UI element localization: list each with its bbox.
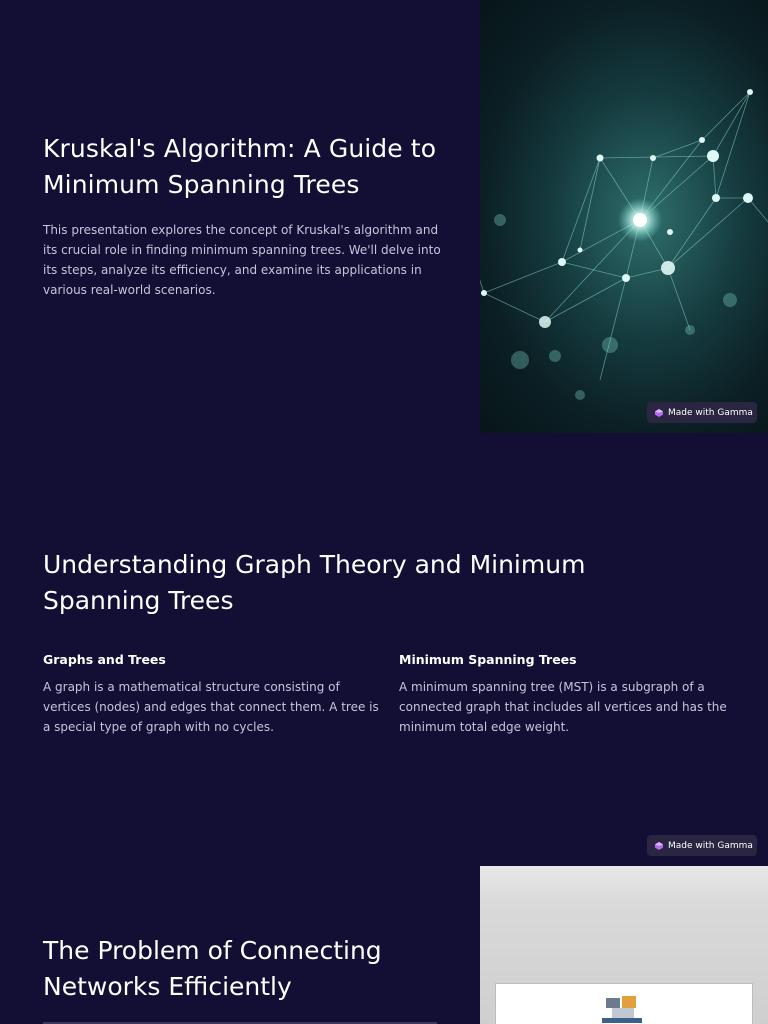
column-graphs-and-trees (43, 651, 383, 737)
network-nodes-image (480, 0, 768, 433)
slide1-body: This presentation explores the concept of Kruskal's algorithm and its crucial role in finding minimum spanning trees. We'll delve into its steps, analyze its efficiency, and examine its applications in various real-world scenarios. (43, 223, 441, 297)
made-with-gamma-badge[interactable] (647, 402, 757, 423)
slide-graph-theory (0, 433, 768, 866)
badge-label: Made with Gamma (668, 407, 753, 418)
slide-connecting-networks (0, 866, 768, 1024)
column-heading: Minimum Spanning Trees (399, 652, 577, 667)
column-text: A minimum spanning tree (MST) is a subgraph of a connected graph that includes all vertices and has the minimum total edge weight. (399, 680, 727, 734)
slide3-title: The Problem of Connecting Networks Efficiently (43, 936, 382, 1001)
network-diagram-icon (598, 994, 648, 1024)
made-with-gamma-badge[interactable] (647, 835, 757, 856)
column-minimum-spanning-trees (399, 651, 739, 737)
slide1-title: Kruskal's Algorithm: A Guide to Minimum Spanning Trees (43, 134, 437, 199)
gamma-gem-icon (655, 409, 663, 417)
slide-title (0, 0, 768, 433)
column-heading: Graphs and Trees (43, 652, 166, 667)
column-text: A graph is a mathematical structure consisting of vertices (nodes) and edges that connect them. A tree is a special type of graph with no cycles. (43, 680, 379, 734)
network-illustration (480, 0, 768, 433)
photo-card (495, 983, 753, 1024)
slide2-title: Understanding Graph Theory and Minimum Spanning Trees (43, 550, 586, 615)
badge-label: Made with Gamma (668, 840, 753, 851)
network-photo (480, 866, 768, 1024)
gamma-gem-icon (655, 842, 663, 850)
